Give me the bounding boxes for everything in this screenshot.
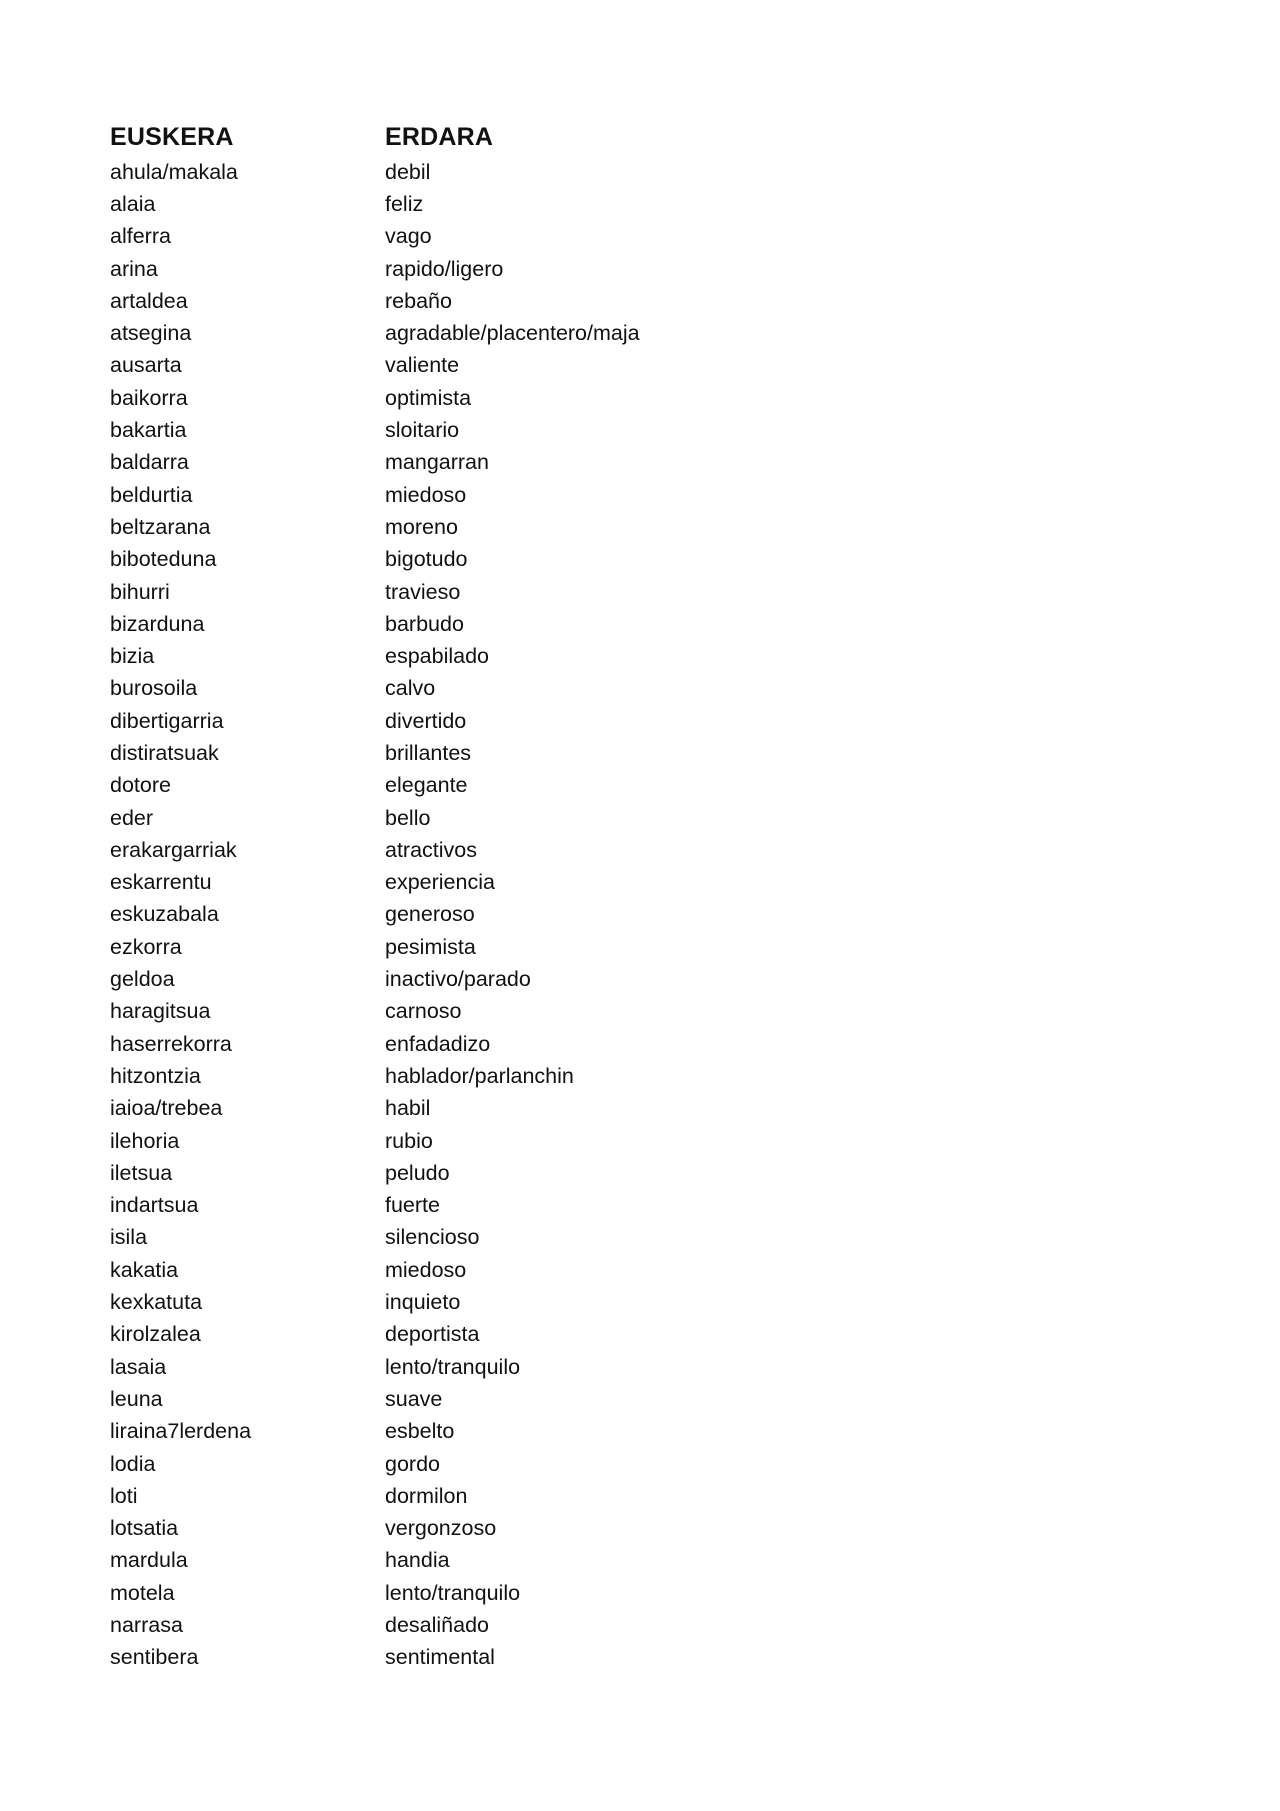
table-row bbox=[110, 1642, 785, 1674]
euskera-word: loti bbox=[110, 1483, 138, 1508]
erdara-word: feliz bbox=[385, 191, 424, 216]
table-row bbox=[110, 382, 785, 414]
erdara-word: calvo bbox=[385, 676, 436, 701]
euskera-word: bizia bbox=[110, 644, 155, 669]
erdara-word: silencioso bbox=[385, 1225, 480, 1250]
table-row bbox=[110, 1609, 785, 1641]
erdara-word: rubio bbox=[385, 1128, 433, 1153]
table-row bbox=[110, 1577, 785, 1609]
erdara-word: bigotudo bbox=[385, 547, 468, 572]
erdara-word: valiente bbox=[385, 353, 460, 378]
erdara-word: rebaño bbox=[385, 288, 452, 313]
table-row bbox=[110, 479, 785, 511]
table-row bbox=[110, 156, 785, 188]
euskera-word: iletsua bbox=[110, 1160, 173, 1185]
erdara-word: vergonzoso bbox=[385, 1516, 497, 1541]
table-row bbox=[110, 511, 785, 543]
erdara-word: divertido bbox=[385, 708, 467, 733]
euskera-word: motela bbox=[110, 1580, 175, 1605]
table-row bbox=[110, 1512, 785, 1544]
euskera-word: narrasa bbox=[110, 1613, 183, 1637]
erdara-word: inquieto bbox=[385, 1290, 461, 1315]
erdara-word: generoso bbox=[385, 902, 475, 927]
table-row bbox=[110, 1222, 785, 1254]
table-row bbox=[110, 544, 785, 576]
table-row bbox=[110, 221, 785, 253]
table-row bbox=[110, 253, 785, 285]
table-row bbox=[110, 1416, 785, 1448]
euskera-word: bihurri bbox=[110, 579, 170, 604]
erdara-word: lento/tranquilo bbox=[385, 1580, 521, 1605]
erdara-word: debil bbox=[385, 159, 431, 184]
euskera-word: dotore bbox=[110, 773, 171, 798]
table-row bbox=[110, 1480, 785, 1512]
table-row bbox=[110, 1383, 785, 1415]
table-row bbox=[110, 1028, 785, 1060]
table-row bbox=[110, 1545, 785, 1577]
table-row bbox=[110, 834, 785, 866]
table-row bbox=[110, 963, 785, 995]
table-header-row bbox=[110, 118, 785, 156]
erdara-word: elegante bbox=[385, 773, 468, 798]
table-row bbox=[110, 802, 785, 834]
erdara-word: brillantes bbox=[385, 740, 472, 765]
erdara-word: peludo bbox=[385, 1160, 450, 1185]
euskera-word: eskarrentu bbox=[110, 870, 212, 895]
euskera-word: baldarra bbox=[110, 450, 189, 475]
erdara-word: pesimista bbox=[385, 934, 476, 959]
table-row bbox=[110, 673, 785, 705]
table-row bbox=[110, 1351, 785, 1383]
erdara-word: esbelto bbox=[385, 1419, 455, 1444]
erdara-word: agradable/placentero/maja bbox=[385, 321, 640, 346]
erdara-word: enfadadizo bbox=[385, 1031, 491, 1056]
table-row bbox=[110, 576, 785, 608]
erdara-word: bello bbox=[385, 805, 431, 830]
erdara-word: hablador/parlanchin bbox=[385, 1063, 574, 1088]
euskera-word: indartsua bbox=[110, 1193, 199, 1218]
euskera-word: haragitsua bbox=[110, 999, 211, 1024]
table-row bbox=[110, 770, 785, 802]
euskera-word: lasaia bbox=[110, 1354, 167, 1379]
erdara-word: experiencia bbox=[385, 870, 495, 895]
euskera-word: beltzarana bbox=[110, 514, 211, 539]
erdara-word: sentimental bbox=[385, 1645, 495, 1670]
table-row bbox=[110, 899, 785, 931]
vocabulary-rows bbox=[110, 156, 785, 1674]
erdara-word: sloitario bbox=[385, 418, 460, 443]
erdara-word: suave bbox=[385, 1386, 443, 1411]
euskera-word: artaldea bbox=[110, 288, 188, 313]
euskera-word: ausarta bbox=[110, 353, 182, 378]
table-row bbox=[110, 285, 785, 317]
euskera-word: ilehoria bbox=[110, 1128, 180, 1153]
erdara-word: habil bbox=[385, 1096, 431, 1121]
euskera-word: ezkorra bbox=[110, 934, 182, 959]
table-row bbox=[110, 737, 785, 769]
euskera-word: kirolzalea bbox=[110, 1322, 201, 1347]
euskera-word: arina bbox=[110, 256, 158, 281]
euskera-word: bizarduna bbox=[110, 611, 205, 636]
header-euskera: EUSKERA bbox=[110, 122, 234, 151]
euskera-word: erakargarriak bbox=[110, 837, 237, 862]
table-row bbox=[110, 317, 785, 349]
euskera-word: mardula bbox=[110, 1548, 188, 1573]
table-row bbox=[110, 1286, 785, 1318]
euskera-word: lodia bbox=[110, 1451, 156, 1476]
table-row bbox=[110, 1125, 785, 1157]
erdara-word: atractivos bbox=[385, 837, 478, 862]
euskera-word: lotsatia bbox=[110, 1516, 179, 1541]
table-row bbox=[110, 1319, 785, 1351]
erdara-word: carnoso bbox=[385, 999, 462, 1024]
table-row bbox=[110, 1060, 785, 1092]
erdara-word: inactivo/parado bbox=[385, 967, 531, 992]
erdara-word: moreno bbox=[385, 514, 458, 539]
erdara-word: miedoso bbox=[385, 1257, 467, 1282]
erdara-word: deportista bbox=[385, 1322, 480, 1347]
euskera-word: hitzontzia bbox=[110, 1063, 201, 1088]
euskera-word: distiratsuak bbox=[110, 740, 219, 765]
euskera-word: geldoa bbox=[110, 967, 175, 992]
erdara-word: handia bbox=[385, 1548, 450, 1573]
table-row bbox=[110, 414, 785, 446]
euskera-word: kexkatuta bbox=[110, 1290, 203, 1315]
euskera-word: iaioa/trebea bbox=[110, 1096, 223, 1121]
euskera-word: kakatia bbox=[110, 1257, 179, 1282]
table-row bbox=[110, 867, 785, 899]
euskera-word: bakartia bbox=[110, 418, 187, 443]
table-row bbox=[110, 1254, 785, 1286]
table-row bbox=[110, 1448, 785, 1480]
euskera-word: atsegina bbox=[110, 321, 192, 346]
erdara-word: rapido/ligero bbox=[385, 256, 504, 281]
euskera-word: dibertigarria bbox=[110, 708, 224, 733]
table-row bbox=[110, 1157, 785, 1189]
erdara-word: travieso bbox=[385, 579, 461, 604]
table-row bbox=[110, 608, 785, 640]
euskera-word: sentibera bbox=[110, 1645, 199, 1670]
euskera-word: burosoila bbox=[110, 676, 198, 701]
euskera-word: beldurtia bbox=[110, 482, 193, 507]
header-erdara: ERDARA bbox=[385, 122, 494, 151]
erdara-word: fuerte bbox=[385, 1193, 440, 1218]
euskera-word: liraina7lerdena bbox=[110, 1419, 252, 1444]
euskera-word: baikorra bbox=[110, 385, 188, 410]
euskera-word: ahula/makala bbox=[110, 159, 238, 184]
erdara-word: vago bbox=[385, 224, 432, 249]
euskera-word: haserrekorra bbox=[110, 1031, 232, 1056]
erdara-word: gordo bbox=[385, 1451, 440, 1476]
table-row bbox=[110, 188, 785, 220]
erdara-word: optimista bbox=[385, 385, 472, 410]
erdara-word: lento/tranquilo bbox=[385, 1354, 521, 1379]
table-row bbox=[110, 447, 785, 479]
euskera-word: biboteduna bbox=[110, 547, 217, 572]
table-row bbox=[110, 640, 785, 672]
euskera-word: alferra bbox=[110, 224, 171, 249]
table-row bbox=[110, 705, 785, 737]
erdara-word: espabilado bbox=[385, 644, 490, 669]
erdara-word: desaliñado bbox=[385, 1613, 490, 1637]
euskera-word: alaia bbox=[110, 191, 156, 216]
euskera-word: eskuzabala bbox=[110, 902, 219, 927]
table-row bbox=[110, 1093, 785, 1125]
euskera-word: eder bbox=[110, 805, 154, 830]
erdara-word: dormilon bbox=[385, 1483, 468, 1508]
vocabulary-table bbox=[110, 118, 785, 1674]
euskera-word: leuna bbox=[110, 1386, 163, 1411]
erdara-word: mangarran bbox=[385, 450, 489, 475]
table-row bbox=[110, 350, 785, 382]
table-row bbox=[110, 996, 785, 1028]
euskera-word: isila bbox=[110, 1225, 148, 1250]
erdara-word: miedoso bbox=[385, 482, 467, 507]
erdara-word: barbudo bbox=[385, 611, 464, 636]
table-row bbox=[110, 1190, 785, 1222]
table-row bbox=[110, 931, 785, 963]
